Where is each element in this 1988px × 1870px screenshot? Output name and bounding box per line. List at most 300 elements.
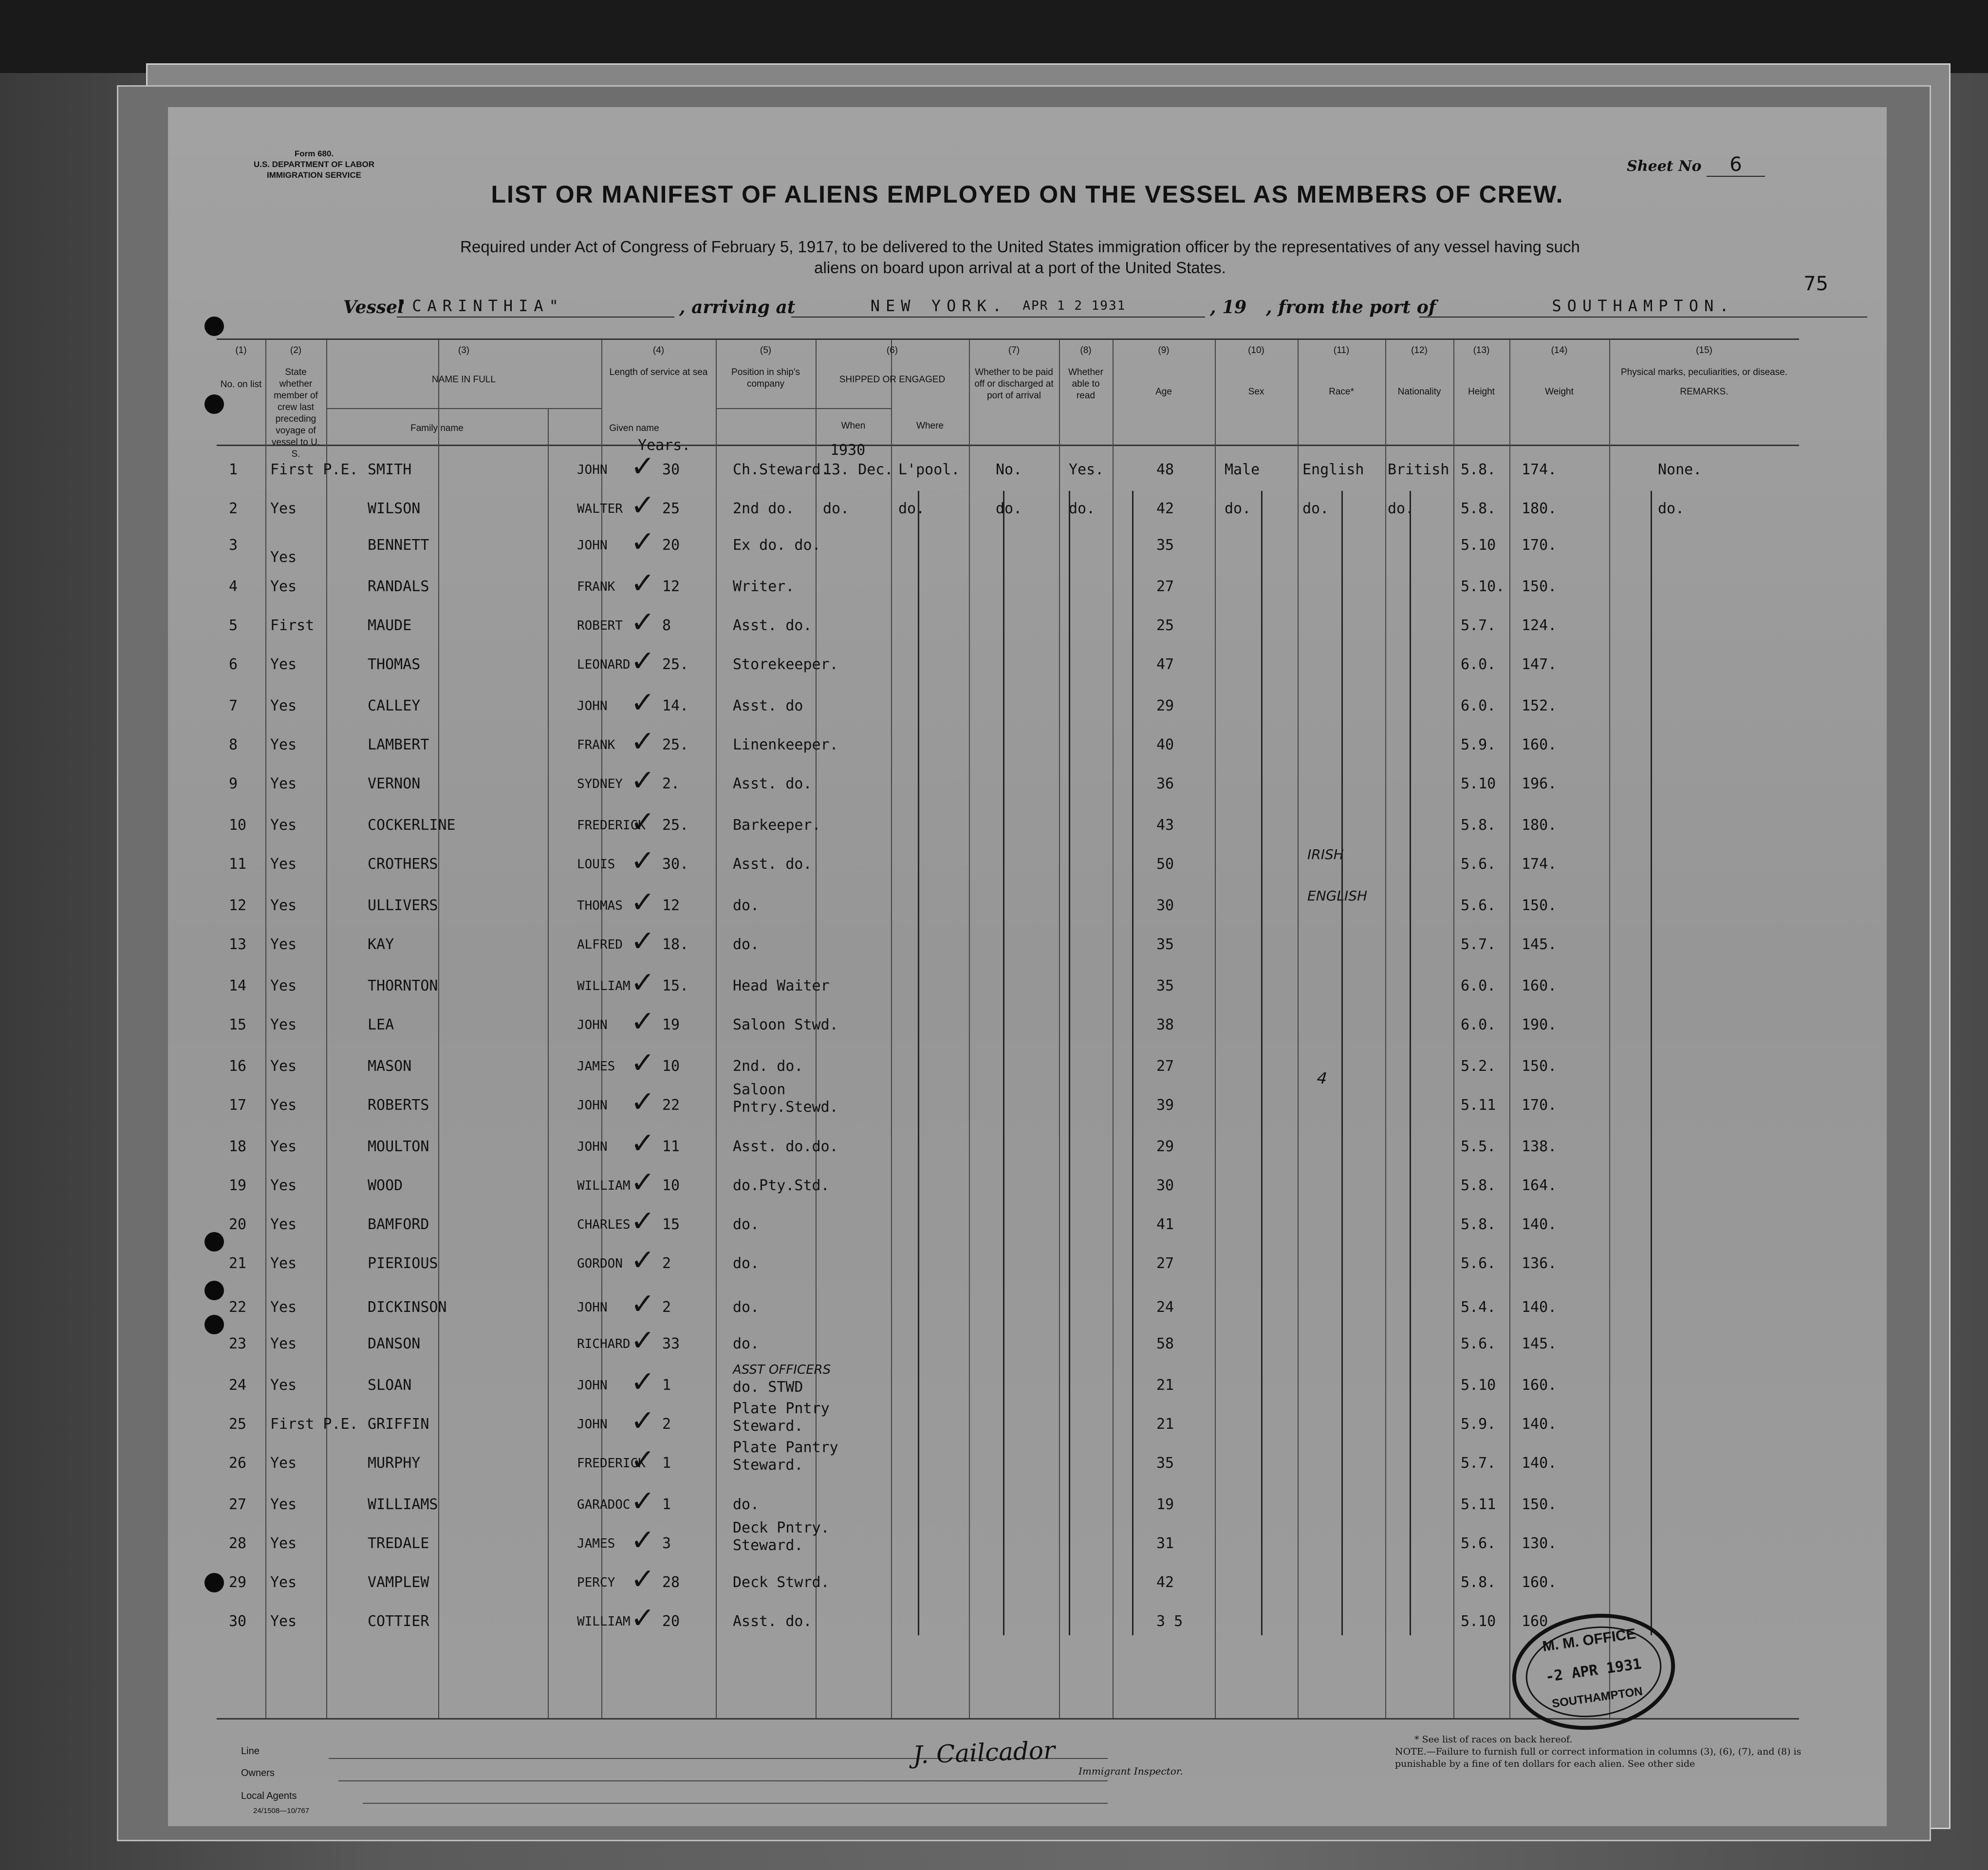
family-name: LAMBERT <box>368 736 429 753</box>
family-name: MAUDE <box>368 617 412 634</box>
family-name: WOOD <box>368 1177 403 1194</box>
ditto-line <box>1003 491 1004 1635</box>
service-years: 2. <box>662 775 680 792</box>
height: 5.11 <box>1461 1097 1496 1114</box>
given-name: JOHN <box>577 1378 608 1393</box>
row-number: 6 <box>229 656 238 673</box>
column-divider <box>1059 340 1060 1718</box>
given-name: WILLIAM <box>577 979 631 993</box>
checkmark-icon: ✓ <box>631 1404 655 1438</box>
column-subheader: When <box>841 421 866 431</box>
row-number: 17 <box>229 1097 247 1114</box>
position: Barkeeper. <box>733 817 821 834</box>
height: 5.8. <box>1461 1216 1496 1233</box>
column-number: (8) <box>1080 345 1092 355</box>
height: 5.5. <box>1461 1138 1496 1155</box>
position: Steward. <box>733 1457 803 1474</box>
row-number: 15 <box>229 1016 247 1033</box>
family-name: ULLIVERS <box>368 897 438 914</box>
weight: 174. <box>1522 461 1557 478</box>
age: 48 <box>1156 461 1174 478</box>
height: 5.8. <box>1461 1574 1496 1591</box>
column-header: Whether to be paid off or discharged at port of arrival <box>974 367 1054 401</box>
column-header: Physical marks, peculiarities, or disease. <box>1620 367 1788 377</box>
family-name: LEA <box>368 1016 394 1033</box>
form-header <box>217 149 411 181</box>
family-name: DICKINSON <box>368 1299 447 1316</box>
given-name: JOHN <box>577 1417 608 1432</box>
service-years: 2 <box>662 1416 671 1433</box>
checkmark-icon: ✓ <box>631 1324 655 1358</box>
family-name: CALLEY <box>368 697 421 714</box>
height: 5.7. <box>1461 617 1496 634</box>
family-name: MOULTON <box>368 1138 429 1155</box>
column-divider <box>326 340 327 1718</box>
column-number: (13) <box>1473 345 1490 355</box>
row-number: 21 <box>229 1255 247 1272</box>
weight: 145. <box>1522 1335 1557 1352</box>
height: 6.0. <box>1461 697 1496 714</box>
service-years: 25. <box>662 656 689 673</box>
service-years: 10 <box>662 1058 680 1075</box>
family-name: COTTIER <box>368 1613 429 1630</box>
column-header: Race* <box>1329 387 1354 397</box>
weight: 150. <box>1522 897 1557 914</box>
given-name: FREDERICK <box>577 1456 646 1471</box>
column-divider <box>265 340 266 1718</box>
column-divider <box>1385 340 1386 1718</box>
column-number: (3) <box>458 345 470 355</box>
row-number: 5 <box>229 617 238 634</box>
service-years: 33 <box>662 1335 680 1352</box>
last-voyage: Yes <box>270 1138 297 1155</box>
column-subheader: Family name <box>410 423 464 433</box>
height: 5.10 <box>1461 775 1496 792</box>
service-years: 25. <box>662 736 689 753</box>
service-years: 1 <box>662 1377 671 1394</box>
age: 35 <box>1156 936 1174 953</box>
position: do. STWD <box>733 1379 803 1396</box>
last-voyage: Yes <box>270 656 297 673</box>
column-header: REMARKS. <box>1680 387 1728 397</box>
weight: 140. <box>1522 1455 1557 1472</box>
agents-label: Local Agents <box>241 1791 297 1801</box>
column-divider <box>1215 340 1216 1718</box>
height: 5.10. <box>1461 578 1505 595</box>
sheet-number <box>1627 153 1765 177</box>
physical-marks: None. <box>1658 461 1702 478</box>
ditto-line <box>1410 491 1411 1635</box>
last-voyage: Yes <box>270 1335 297 1352</box>
column-number: (7) <box>1008 345 1020 355</box>
last-voyage: Yes <box>270 936 297 953</box>
age: 58 <box>1156 1335 1174 1352</box>
subheader-rule <box>326 408 601 409</box>
weight: 174. <box>1522 856 1557 873</box>
service-years: 15. <box>662 977 689 994</box>
given-name: THOMAS <box>577 898 623 913</box>
given-name: ROBERT <box>577 618 623 633</box>
height: 5.9. <box>1461 736 1496 753</box>
height: 5.9. <box>1461 1416 1496 1433</box>
weight: 130. <box>1522 1535 1557 1552</box>
height: 6.0. <box>1461 977 1496 994</box>
given-name: JOHN <box>577 538 608 553</box>
age: 35 <box>1156 1455 1174 1472</box>
row-number: 7 <box>229 697 238 714</box>
row-number: 22 <box>229 1299 247 1316</box>
given-name: GORDON <box>577 1256 623 1271</box>
manifest-table <box>217 338 1799 1720</box>
service-years: 1 <box>662 1496 671 1513</box>
column-divider <box>438 340 439 1718</box>
position: Asst. do.do. <box>733 1138 838 1155</box>
position: Ch.Steward. <box>733 461 830 478</box>
form-number: Form 680. <box>294 149 334 158</box>
checkmark-icon: ✓ <box>631 764 655 798</box>
checkmark-icon: ✓ <box>631 605 655 639</box>
ditto-line <box>1069 491 1070 1635</box>
race: IRISH <box>1307 846 1344 862</box>
service-years: 20 <box>662 1613 680 1630</box>
column-number: (9) <box>1158 345 1170 355</box>
vessel-name: "CARINTHIA" <box>397 295 674 318</box>
position: Pntry.Stewd. <box>733 1099 838 1116</box>
checkmark-icon: ✓ <box>631 1601 655 1635</box>
position: do. <box>733 1255 760 1272</box>
weight: 170. <box>1522 537 1557 554</box>
service-years: 2 <box>662 1299 671 1316</box>
last-voyage: Yes <box>270 578 297 595</box>
checkmark-icon: ✓ <box>631 1523 655 1557</box>
family-name: MASON <box>368 1058 412 1075</box>
last-voyage: Yes <box>270 1455 297 1472</box>
height: 5.2. <box>1461 1058 1496 1075</box>
footer-line-2 <box>338 1780 1108 1781</box>
last-voyage: Yes <box>270 1255 297 1272</box>
subheader-rule <box>716 408 891 409</box>
checkmark-icon: ✓ <box>631 525 655 559</box>
last-voyage: First P.E. <box>270 461 358 478</box>
last-voyage: Yes <box>270 1058 297 1075</box>
last-voyage: Yes <box>270 1016 297 1033</box>
row-number: 27 <box>229 1496 247 1513</box>
age: 35 <box>1156 537 1174 554</box>
weight: 160. <box>1522 1377 1557 1394</box>
row-number: 28 <box>229 1535 247 1552</box>
checkmark-icon: ✓ <box>631 805 655 839</box>
height: 5.6. <box>1461 1535 1496 1552</box>
row-number: 8 <box>229 736 238 753</box>
position: 2nd. do. <box>733 1058 803 1075</box>
age: 29 <box>1156 1138 1174 1155</box>
column-divider <box>1298 340 1299 1718</box>
age: 30 <box>1156 897 1174 914</box>
service-years: 28 <box>662 1574 680 1591</box>
arriving-label: , arriving at <box>679 297 796 318</box>
vessel-line <box>343 297 1877 321</box>
family-name: BAMFORD <box>368 1216 429 1233</box>
service-years: 19 <box>662 1016 680 1033</box>
ditto-line <box>918 491 919 1635</box>
last-voyage: Yes <box>270 736 297 753</box>
checkmark-icon: ✓ <box>631 566 655 600</box>
height: 5.10 <box>1461 1613 1496 1630</box>
last-voyage: Yes <box>270 500 297 517</box>
shipped-year: 1930 <box>830 442 866 459</box>
checkmark-icon: ✓ <box>631 644 655 678</box>
given-name: JOHN <box>577 463 608 477</box>
weight: 140. <box>1522 1416 1557 1433</box>
weight: 150. <box>1522 1496 1557 1513</box>
checkmark-icon: ✓ <box>631 1005 655 1039</box>
family-name: PIERIOUS <box>368 1255 438 1272</box>
checkmark-icon: ✓ <box>631 449 655 484</box>
column-divider <box>1113 340 1114 1718</box>
last-voyage: Yes <box>270 1216 297 1233</box>
row-number: 20 <box>229 1216 247 1233</box>
shipped-when: 13. Dec. <box>823 461 893 478</box>
weight: 150. <box>1522 1058 1557 1075</box>
ditto-line <box>1132 491 1133 1635</box>
column-header: Age <box>1155 387 1172 397</box>
position: Asst. do. <box>733 775 812 792</box>
position: do.Pty.Std. <box>733 1177 830 1194</box>
age: 3 5 <box>1156 1613 1183 1630</box>
last-voyage: Yes <box>270 1535 297 1552</box>
row-number: 25 <box>229 1416 247 1433</box>
row-number: 29 <box>229 1574 247 1591</box>
ditto-line <box>1341 491 1343 1635</box>
checkmark-icon: ✓ <box>631 966 655 1000</box>
ditto-line <box>1651 491 1652 1635</box>
shipped-subdivider <box>891 408 892 1718</box>
stamp-top: M. M. OFFICE <box>1541 1626 1637 1655</box>
row-number: 16 <box>229 1058 247 1075</box>
family-name: SMITH <box>368 461 412 478</box>
column-header: Whether able to read <box>1068 367 1103 401</box>
sheet-value: 6 <box>1707 153 1765 177</box>
age: 40 <box>1156 736 1174 753</box>
department: U.S. DEPARTMENT OF LABOR <box>253 160 375 169</box>
paid-off: No. <box>996 461 1022 478</box>
page-number: 75 <box>1803 273 1828 295</box>
last-voyage: First <box>270 617 315 634</box>
checkmark-icon: ✓ <box>631 488 655 523</box>
shipped-when: do. <box>823 500 850 517</box>
age: 25 <box>1156 617 1174 634</box>
checkmark-icon: ✓ <box>631 1085 655 1119</box>
checkmark-icon: ✓ <box>631 1204 655 1238</box>
row-number: 19 <box>229 1177 247 1194</box>
position: do. <box>733 897 760 914</box>
age: 19 <box>1156 1496 1174 1513</box>
last-voyage: Yes <box>270 1377 297 1394</box>
height: 5.10 <box>1461 537 1496 554</box>
last-voyage: Yes <box>270 977 297 994</box>
checkmark-icon: ✓ <box>631 844 655 878</box>
age: 50 <box>1156 856 1174 873</box>
able-to-read: do. <box>1069 500 1096 517</box>
column-header: Sex <box>1248 387 1264 397</box>
column-header: Position in ship's company <box>731 367 800 389</box>
weight: 190. <box>1522 1016 1557 1033</box>
given-name: LOUIS <box>577 857 615 872</box>
weight: 160. <box>1522 1574 1557 1591</box>
family-name: DANSON <box>368 1335 421 1352</box>
weight: 164. <box>1522 1177 1557 1194</box>
weight: 147. <box>1522 656 1557 673</box>
age: 38 <box>1156 1016 1174 1033</box>
column-divider <box>1509 340 1510 1718</box>
height: 6.0. <box>1461 1016 1496 1033</box>
note-penalty: NOTE.—Failure to furnish full or correct information in columns (3), (6), (7), and (8) is punishable by a fine of ten dollars for each alien. See other side <box>1395 1746 1802 1769</box>
position: Steward. <box>733 1418 803 1435</box>
checkmark-icon: ✓ <box>631 1562 655 1596</box>
service-years: 25 <box>662 500 680 517</box>
family-name: GRIFFIN <box>368 1416 429 1433</box>
given-name: JOHN <box>577 1018 608 1032</box>
shipped-where: do. <box>898 500 925 517</box>
age: 27 <box>1156 1058 1174 1075</box>
year-label: , 19 <box>1210 297 1247 318</box>
family-name: COCKERLINE <box>368 817 456 834</box>
column-number: (14) <box>1551 345 1568 355</box>
height: 6.0. <box>1461 656 1496 673</box>
age: 21 <box>1156 1377 1174 1394</box>
column-header: No. on list <box>220 379 262 390</box>
height: 5.6. <box>1461 1335 1496 1352</box>
family-name: WILSON <box>368 500 421 517</box>
from-label: , from the port of <box>1266 297 1436 318</box>
column-number: (6) <box>886 345 898 355</box>
given-name: RICHARD <box>577 1337 631 1351</box>
age: 31 <box>1156 1535 1174 1552</box>
height: 5.10 <box>1461 1377 1496 1394</box>
race: do. <box>1302 500 1329 517</box>
checkmark-icon: ✓ <box>631 1046 655 1080</box>
given-name: JAMES <box>577 1059 615 1074</box>
given-name: JOHN <box>577 699 608 713</box>
service-years: 10 <box>662 1177 680 1194</box>
given-name: WILLIAM <box>577 1178 631 1193</box>
position: 2nd do. <box>733 500 795 517</box>
years-label: Years. <box>638 437 691 454</box>
family-name: VAMPLEW <box>368 1574 429 1591</box>
family-name: RANDALS <box>368 578 429 595</box>
given-name: FRANK <box>577 580 615 594</box>
physical-marks: do. <box>1658 500 1685 517</box>
column-number: (2) <box>290 345 302 355</box>
position-line-1: Saloon <box>733 1081 786 1098</box>
weight: 160. <box>1522 736 1557 753</box>
age: 35 <box>1156 977 1174 994</box>
service-years: 2 <box>662 1255 671 1272</box>
row-number: 13 <box>229 936 247 953</box>
column-subheader: Given name <box>609 423 659 433</box>
weight: 160. <box>1522 977 1557 994</box>
service-years: 1 <box>662 1455 671 1472</box>
given-name: FRANK <box>577 738 615 752</box>
checkmark-icon: ✓ <box>631 1287 655 1321</box>
given-name: SYDNEY <box>577 777 623 791</box>
race: English <box>1302 461 1364 478</box>
row-number: 2 <box>229 500 238 517</box>
age: 47 <box>1156 656 1174 673</box>
position: Asst. do. <box>733 856 812 873</box>
position: Steward. <box>733 1537 803 1554</box>
age: 41 <box>1156 1216 1174 1233</box>
last-voyage: Yes <box>270 1496 297 1513</box>
subtitle-line-1: Required under Act of Congress of February 5, 1917, to be delivered to the United States immigration officer by the representatives of any vessel having such <box>460 238 1580 256</box>
subtitle-line-2: aliens on board upon arrival at a port of the United States. <box>814 259 1226 277</box>
arriving-port-name: NEW YORK. <box>870 297 1008 315</box>
checkmark-icon: ✓ <box>631 725 655 759</box>
family-name: BENNETT <box>368 537 429 554</box>
column-divider <box>716 340 717 1718</box>
row-number: 14 <box>229 977 247 994</box>
column-header: Weight <box>1545 387 1574 397</box>
checkmark-icon: ✓ <box>631 1165 655 1199</box>
ditto-line <box>1261 491 1263 1635</box>
row-number: 30 <box>229 1613 247 1630</box>
position: do. <box>733 1216 760 1233</box>
height: 5.6. <box>1461 856 1496 873</box>
last-voyage: Yes <box>270 1574 297 1591</box>
given-name: FREDERICK <box>577 818 646 833</box>
position: Asst. do. <box>733 1613 812 1630</box>
position-line-1: ASST OFFICERS <box>733 1363 831 1377</box>
row-number: 1 <box>229 461 238 478</box>
weight: 152. <box>1522 697 1557 714</box>
position: Ex do. do. <box>733 537 821 554</box>
row-number: 10 <box>229 817 247 834</box>
age: 29 <box>1156 697 1174 714</box>
punch-hole <box>204 317 224 336</box>
height: 5.8. <box>1461 461 1496 478</box>
service-years: 14. <box>662 697 689 714</box>
last-voyage: Yes <box>270 817 297 834</box>
inspector-signature: J. Cailcador <box>912 1736 1056 1770</box>
position-line-1: Plate Pntry <box>733 1400 830 1417</box>
row-number: 24 <box>229 1377 247 1394</box>
column-header: Height <box>1468 387 1495 397</box>
family-name: TREDALE <box>368 1535 429 1552</box>
given-name: WALTER <box>577 502 623 516</box>
line-label: Line <box>241 1746 260 1757</box>
weight: 160 <box>1522 1613 1548 1630</box>
column-number: (12) <box>1411 345 1428 355</box>
height: 5.8. <box>1461 1177 1496 1194</box>
height: 5.7. <box>1461 936 1496 953</box>
date-stamp: APR 1 2 1931 <box>1022 299 1126 313</box>
height: 5.7. <box>1461 1455 1496 1472</box>
service-years: 11 <box>662 1138 680 1155</box>
row-number: 12 <box>229 897 247 914</box>
weight: 180. <box>1522 500 1557 517</box>
service-years: 15 <box>662 1216 680 1233</box>
age: 24 <box>1156 1299 1174 1316</box>
checkmark-icon: ✓ <box>631 1126 655 1160</box>
position: Asst. do. <box>733 617 812 634</box>
column-header: State whether member of crew last preceding voyage of vessel to U. S. <box>271 367 320 459</box>
family-name: MURPHY <box>368 1455 421 1472</box>
checkmark-icon: ✓ <box>631 1484 655 1518</box>
column-header: NAME IN FULL <box>432 374 496 385</box>
family-name: VERNON <box>368 775 421 792</box>
column-number: (5) <box>760 345 772 355</box>
given-name: JOHN <box>577 1140 608 1154</box>
